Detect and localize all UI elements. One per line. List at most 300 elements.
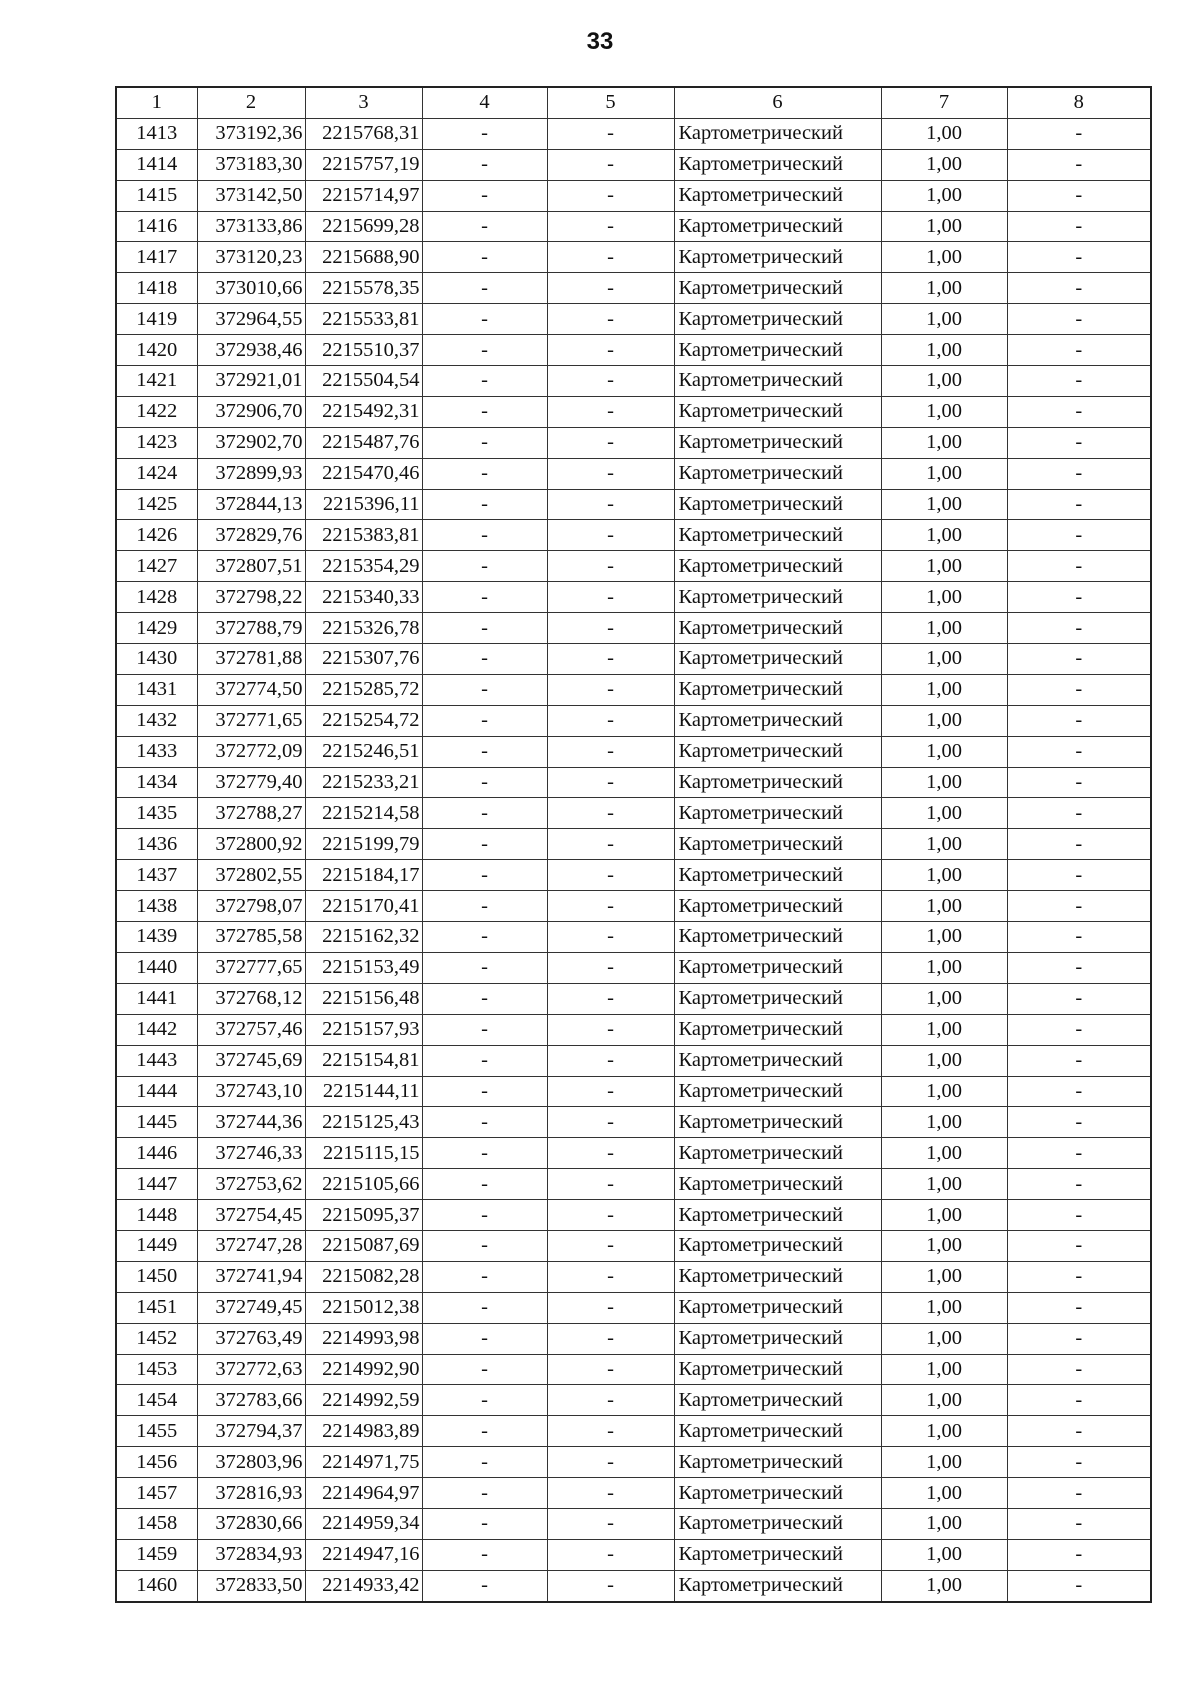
cell-col4: - [422,366,547,397]
cell-col4: - [422,1169,547,1200]
cell-x-coordinate: 373142,50 [197,180,305,211]
table-row [116,1107,1151,1138]
cell-method: Картометрический [674,891,881,922]
cell-col8: - [1007,1539,1151,1570]
cell-col5: - [547,1138,674,1169]
cell-point-number: 1460 [116,1570,197,1601]
cell-col4: - [422,1570,547,1601]
cell-col8: - [1007,1200,1151,1231]
cell-x-coordinate: 372844,13 [197,489,305,520]
cell-y-coordinate: 2215095,37 [305,1200,422,1231]
cell-y-coordinate: 2215396,11 [305,489,422,520]
cell-x-coordinate: 372754,45 [197,1200,305,1231]
cell-accuracy: 1,00 [881,489,1007,520]
table-row [116,922,1151,953]
cell-accuracy: 1,00 [881,1169,1007,1200]
cell-y-coordinate: 2215487,76 [305,427,422,458]
cell-y-coordinate: 2215340,33 [305,582,422,613]
cell-col8: - [1007,1014,1151,1045]
cell-y-coordinate: 2215688,90 [305,242,422,273]
cell-col4: - [422,304,547,335]
cell-point-number: 1421 [116,366,197,397]
cell-accuracy: 1,00 [881,1076,1007,1107]
table-row [116,427,1151,458]
cell-col5: - [547,1076,674,1107]
cell-method: Картометрический [674,1076,881,1107]
column-header: 6 [674,87,881,118]
column-header: 4 [422,87,547,118]
cell-col4: - [422,211,547,242]
cell-x-coordinate: 372788,27 [197,798,305,829]
cell-y-coordinate: 2215285,72 [305,674,422,705]
cell-accuracy: 1,00 [881,1539,1007,1570]
cell-method: Картометрический [674,983,881,1014]
cell-method: Картометрический [674,1508,881,1539]
table-row [116,1076,1151,1107]
table-row [116,1416,1151,1447]
table-row [116,1169,1151,1200]
cell-col4: - [422,767,547,798]
cell-col5: - [547,458,674,489]
cell-point-number: 1454 [116,1385,197,1416]
cell-col5: - [547,798,674,829]
cell-col5: - [547,1447,674,1478]
table-row [116,551,1151,582]
cell-method: Картометрический [674,489,881,520]
cell-x-coordinate: 372807,51 [197,551,305,582]
cell-y-coordinate: 2215492,31 [305,396,422,427]
cell-col4: - [422,829,547,860]
cell-col8: - [1007,551,1151,582]
cell-col4: - [422,1200,547,1231]
cell-col4: - [422,1292,547,1323]
cell-accuracy: 1,00 [881,1200,1007,1231]
table-row [116,860,1151,891]
cell-accuracy: 1,00 [881,860,1007,891]
cell-col5: - [547,952,674,983]
cell-x-coordinate: 372779,40 [197,767,305,798]
cell-col4: - [422,242,547,273]
cell-point-number: 1418 [116,273,197,304]
cell-accuracy: 1,00 [881,922,1007,953]
cell-accuracy: 1,00 [881,1385,1007,1416]
cell-col8: - [1007,1508,1151,1539]
cell-method: Картометрический [674,674,881,705]
cell-col4: - [422,520,547,551]
cell-col8: - [1007,458,1151,489]
cell-method: Картометрический [674,1230,881,1261]
cell-x-coordinate: 372768,12 [197,983,305,1014]
cell-x-coordinate: 372763,49 [197,1323,305,1354]
cell-method: Картометрический [674,1385,881,1416]
cell-x-coordinate: 372906,70 [197,396,305,427]
cell-y-coordinate: 2215533,81 [305,304,422,335]
cell-method: Картометрический [674,644,881,675]
cell-y-coordinate: 2215510,37 [305,335,422,366]
cell-col8: - [1007,1261,1151,1292]
cell-accuracy: 1,00 [881,273,1007,304]
cell-col4: - [422,1107,547,1138]
cell-y-coordinate: 2214947,16 [305,1539,422,1570]
cell-y-coordinate: 2215154,81 [305,1045,422,1076]
cell-y-coordinate: 2215125,43 [305,1107,422,1138]
cell-accuracy: 1,00 [881,767,1007,798]
cell-y-coordinate: 2214992,90 [305,1354,422,1385]
cell-x-coordinate: 372794,37 [197,1416,305,1447]
cell-col8: - [1007,1138,1151,1169]
column-header: 5 [547,87,674,118]
cell-col8: - [1007,1570,1151,1601]
cell-col5: - [547,674,674,705]
cell-point-number: 1455 [116,1416,197,1447]
cell-accuracy: 1,00 [881,149,1007,180]
cell-point-number: 1431 [116,674,197,705]
cell-method: Картометрический [674,1261,881,1292]
cell-col8: - [1007,1230,1151,1261]
cell-col5: - [547,149,674,180]
cell-col4: - [422,273,547,304]
cell-method: Картометрический [674,273,881,304]
table-row [116,1478,1151,1509]
table-row [116,582,1151,613]
cell-y-coordinate: 2214983,89 [305,1416,422,1447]
cell-point-number: 1434 [116,767,197,798]
cell-col5: - [547,551,674,582]
cell-accuracy: 1,00 [881,1292,1007,1323]
cell-x-coordinate: 372785,58 [197,922,305,953]
table-row [116,767,1151,798]
cell-y-coordinate: 2215105,66 [305,1169,422,1200]
cell-col8: - [1007,1045,1151,1076]
cell-method: Картометрический [674,149,881,180]
cell-point-number: 1457 [116,1478,197,1509]
cell-col4: - [422,1478,547,1509]
cell-point-number: 1435 [116,798,197,829]
cell-x-coordinate: 372777,65 [197,952,305,983]
cell-col5: - [547,1478,674,1509]
cell-point-number: 1436 [116,829,197,860]
cell-col8: - [1007,736,1151,767]
cell-col8: - [1007,118,1151,149]
cell-accuracy: 1,00 [881,304,1007,335]
cell-col8: - [1007,520,1151,551]
cell-method: Картометрический [674,1354,881,1385]
cell-x-coordinate: 372746,33 [197,1138,305,1169]
cell-point-number: 1432 [116,705,197,736]
cell-x-coordinate: 372803,96 [197,1447,305,1478]
cell-x-coordinate: 373133,86 [197,211,305,242]
cell-x-coordinate: 372774,50 [197,674,305,705]
cell-col8: - [1007,1107,1151,1138]
cell-accuracy: 1,00 [881,674,1007,705]
cell-accuracy: 1,00 [881,891,1007,922]
cell-x-coordinate: 372783,66 [197,1385,305,1416]
cell-col5: - [547,366,674,397]
cell-col5: - [547,582,674,613]
cell-point-number: 1417 [116,242,197,273]
cell-x-coordinate: 372745,69 [197,1045,305,1076]
coordinates-table [115,86,1152,1603]
cell-col8: - [1007,489,1151,520]
table-row [116,983,1151,1014]
cell-y-coordinate: 2214993,98 [305,1323,422,1354]
cell-x-coordinate: 372788,79 [197,613,305,644]
cell-col4: - [422,1076,547,1107]
table-row [116,1385,1151,1416]
cell-col8: - [1007,860,1151,891]
column-header: 3 [305,87,422,118]
table-row [116,1447,1151,1478]
cell-col5: - [547,273,674,304]
cell-accuracy: 1,00 [881,644,1007,675]
table-row [116,335,1151,366]
table-row [116,1323,1151,1354]
cell-y-coordinate: 2215199,79 [305,829,422,860]
cell-col8: - [1007,644,1151,675]
cell-method: Картометрический [674,705,881,736]
table-row [116,1539,1151,1570]
table-row [116,644,1151,675]
cell-col8: - [1007,1478,1151,1509]
cell-point-number: 1438 [116,891,197,922]
cell-point-number: 1424 [116,458,197,489]
cell-method: Картометрический [674,1169,881,1200]
cell-method: Картометрический [674,180,881,211]
cell-point-number: 1439 [116,922,197,953]
cell-y-coordinate: 2215082,28 [305,1261,422,1292]
cell-col4: - [422,396,547,427]
cell-accuracy: 1,00 [881,736,1007,767]
cell-accuracy: 1,00 [881,705,1007,736]
cell-col8: - [1007,211,1151,242]
cell-col8: - [1007,1416,1151,1447]
cell-point-number: 1419 [116,304,197,335]
cell-accuracy: 1,00 [881,1570,1007,1601]
cell-col4: - [422,1416,547,1447]
cell-col5: - [547,1539,674,1570]
cell-col5: - [547,1354,674,1385]
cell-col4: - [422,1539,547,1570]
cell-y-coordinate: 2214992,59 [305,1385,422,1416]
cell-y-coordinate: 2215307,76 [305,644,422,675]
cell-accuracy: 1,00 [881,366,1007,397]
cell-accuracy: 1,00 [881,1230,1007,1261]
cell-col5: - [547,1230,674,1261]
cell-accuracy: 1,00 [881,613,1007,644]
cell-y-coordinate: 2215699,28 [305,211,422,242]
cell-col4: - [422,860,547,891]
cell-x-coordinate: 372772,63 [197,1354,305,1385]
cell-accuracy: 1,00 [881,520,1007,551]
cell-col5: - [547,211,674,242]
cell-col8: - [1007,891,1151,922]
cell-x-coordinate: 373192,36 [197,118,305,149]
cell-col4: - [422,1045,547,1076]
cell-point-number: 1440 [116,952,197,983]
cell-y-coordinate: 2215768,31 [305,118,422,149]
cell-col5: - [547,922,674,953]
cell-point-number: 1422 [116,396,197,427]
cell-col8: - [1007,1292,1151,1323]
cell-col4: - [422,427,547,458]
cell-col5: - [547,1385,674,1416]
column-header: 1 [116,87,197,118]
cell-method: Картометрический [674,1045,881,1076]
cell-x-coordinate: 372772,09 [197,736,305,767]
column-header: 8 [1007,87,1151,118]
cell-x-coordinate: 372938,46 [197,335,305,366]
cell-y-coordinate: 2215184,17 [305,860,422,891]
cell-method: Картометрический [674,1200,881,1231]
table-row [116,736,1151,767]
cell-method: Картометрический [674,1539,881,1570]
cell-accuracy: 1,00 [881,335,1007,366]
table-row [116,1261,1151,1292]
cell-col5: - [547,1261,674,1292]
cell-col5: - [547,1508,674,1539]
cell-y-coordinate: 2215354,29 [305,551,422,582]
cell-col8: - [1007,922,1151,953]
cell-col5: - [547,736,674,767]
cell-col5: - [547,427,674,458]
cell-col8: - [1007,613,1151,644]
cell-point-number: 1443 [116,1045,197,1076]
cell-method: Картометрический [674,211,881,242]
cell-x-coordinate: 373120,23 [197,242,305,273]
cell-accuracy: 1,00 [881,1354,1007,1385]
cell-col4: - [422,489,547,520]
cell-y-coordinate: 2215153,49 [305,952,422,983]
table-row [116,952,1151,983]
cell-col4: - [422,674,547,705]
cell-col5: - [547,891,674,922]
cell-col8: - [1007,705,1151,736]
cell-col4: - [422,582,547,613]
cell-point-number: 1426 [116,520,197,551]
cell-y-coordinate: 2215246,51 [305,736,422,767]
cell-accuracy: 1,00 [881,396,1007,427]
cell-col5: - [547,520,674,551]
cell-x-coordinate: 372802,55 [197,860,305,891]
cell-col4: - [422,922,547,953]
cell-y-coordinate: 2215470,46 [305,458,422,489]
cell-method: Картометрический [674,767,881,798]
cell-col8: - [1007,304,1151,335]
cell-point-number: 1452 [116,1323,197,1354]
cell-x-coordinate: 373010,66 [197,273,305,304]
table-row [116,149,1151,180]
cell-point-number: 1453 [116,1354,197,1385]
cell-y-coordinate: 2214933,42 [305,1570,422,1601]
cell-point-number: 1427 [116,551,197,582]
table-row [116,180,1151,211]
cell-col5: - [547,396,674,427]
cell-x-coordinate: 372964,55 [197,304,305,335]
cell-accuracy: 1,00 [881,551,1007,582]
cell-y-coordinate: 2215156,48 [305,983,422,1014]
cell-col5: - [547,767,674,798]
cell-accuracy: 1,00 [881,1261,1007,1292]
cell-x-coordinate: 372829,76 [197,520,305,551]
cell-col4: - [422,1385,547,1416]
cell-col4: - [422,149,547,180]
cell-accuracy: 1,00 [881,1138,1007,1169]
cell-point-number: 1416 [116,211,197,242]
cell-x-coordinate: 372798,22 [197,582,305,613]
cell-method: Картометрический [674,427,881,458]
cell-method: Картометрический [674,1447,881,1478]
cell-point-number: 1430 [116,644,197,675]
cell-point-number: 1415 [116,180,197,211]
cell-col8: - [1007,798,1151,829]
cell-point-number: 1442 [116,1014,197,1045]
cell-col8: - [1007,396,1151,427]
cell-point-number: 1444 [116,1076,197,1107]
cell-col8: - [1007,1354,1151,1385]
cell-col5: - [547,983,674,1014]
table-row [116,613,1151,644]
cell-col8: - [1007,366,1151,397]
cell-point-number: 1449 [116,1230,197,1261]
cell-col8: - [1007,335,1151,366]
cell-accuracy: 1,00 [881,1447,1007,1478]
cell-point-number: 1437 [116,860,197,891]
cell-y-coordinate: 2215087,69 [305,1230,422,1261]
cell-y-coordinate: 2214971,75 [305,1447,422,1478]
table-row [116,705,1151,736]
table-row [116,798,1151,829]
cell-col5: - [547,1416,674,1447]
cell-point-number: 1448 [116,1200,197,1231]
cell-col4: - [422,118,547,149]
cell-point-number: 1446 [116,1138,197,1169]
cell-col4: - [422,736,547,767]
cell-x-coordinate: 372747,28 [197,1230,305,1261]
cell-col4: - [422,705,547,736]
table-row [116,1508,1151,1539]
cell-col8: - [1007,582,1151,613]
cell-col5: - [547,613,674,644]
cell-y-coordinate: 2215578,35 [305,273,422,304]
cell-method: Картометрический [674,551,881,582]
table-row [116,366,1151,397]
cell-method: Картометрический [674,396,881,427]
cell-y-coordinate: 2215144,11 [305,1076,422,1107]
cell-col4: - [422,458,547,489]
cell-accuracy: 1,00 [881,118,1007,149]
cell-method: Картометрический [674,1478,881,1509]
cell-accuracy: 1,00 [881,798,1007,829]
cell-x-coordinate: 372902,70 [197,427,305,458]
cell-method: Картометрический [674,922,881,953]
cell-accuracy: 1,00 [881,983,1007,1014]
cell-col8: - [1007,1447,1151,1478]
cell-col5: - [547,1014,674,1045]
cell-col8: - [1007,242,1151,273]
cell-col5: - [547,644,674,675]
cell-col4: - [422,952,547,983]
table-body [116,118,1151,1601]
cell-accuracy: 1,00 [881,1323,1007,1354]
cell-method: Картометрический [674,952,881,983]
cell-method: Картометрический [674,1323,881,1354]
cell-x-coordinate: 372833,50 [197,1570,305,1601]
cell-method: Картометрический [674,520,881,551]
cell-col8: - [1007,427,1151,458]
cell-x-coordinate: 372834,93 [197,1539,305,1570]
cell-col5: - [547,860,674,891]
cell-y-coordinate: 2215170,41 [305,891,422,922]
